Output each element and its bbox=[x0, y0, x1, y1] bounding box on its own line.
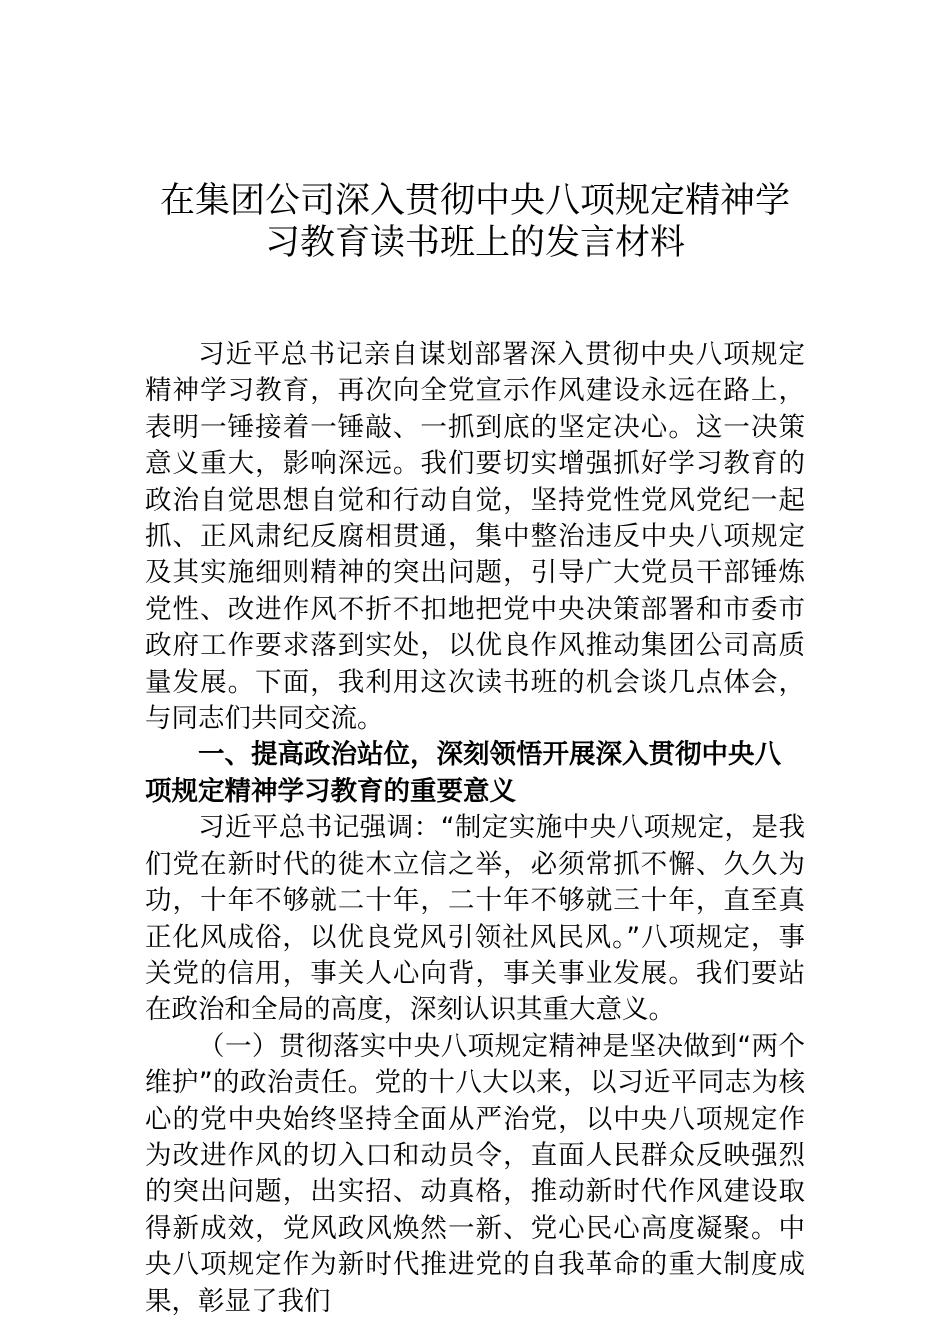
document-body bbox=[145, 337, 805, 1320]
subsection-1-paragraph bbox=[145, 1029, 805, 1320]
quote-paragraph: 习近平总书记强调：“制定实施中央八项规定，是我们党在新时代的徙木立信之举，必须常抓不懈、久久为功，十年不够就二十年，二十年不够就三十年，直至真正化风成俗，以优良党风引领社风民风。”八项规定，事关党的信用，事关人心向背，事关事业发展。我们要站在政治和全局的高度，深刻认识其重大意义。 bbox=[145, 812, 805, 1026]
intro-paragraph: 习近平总书记亲自谋划部署深入贯彻中央八项规定精神学习教育，再次向全党宣示作风建设永远在路上，表明一锤接着一锤敲、一抓到底的坚定决心。这一决策意义重大，影响深远。我们要切实增强抓好学习教育的政治自觉思想自觉和行动自觉，坚持党性党风党纪一起抓、正风肃纪反腐相贯通，集中整治违反中央八项规定及其实施细则精神的突出问题，引导广大党员干部锤炼党性、改进作风不折不扣地把党中央决策部署和市委市政府工作要求落到实处，以优良作风推动集团公司高质量发展。下面，我利用这次读书班的机会谈几点体会，与同志们共同交流。 bbox=[145, 339, 805, 735]
subsection-1-heading: （一）贯彻落实中央八项规定精神是坚决做到“两个维护”的政治责任。 bbox=[145, 1030, 805, 1099]
document-title-line-2: 习教育读书班上的发言材料 bbox=[264, 223, 685, 263]
subsection-1-body: 党的十八大以来，以习近平同志为核心的党中央始终坚持全面从严治党，以中央八项规定作为改进作风的切入口和动员令，直面人民群众反映强烈的突出问题，出实招、动真格，推动新时代作风建设取得新成效，党风政风焕然一新、党心民心高度凝聚。中央八项规定作为新时代推进党的自我革命的重大制度成果，彰显了我们 bbox=[145, 1067, 806, 1317]
section-heading-1: 一、提高政治站位，深刻领悟开展深入贯彻中央八项规定精神学习教育的重要意义 bbox=[145, 739, 781, 807]
document-title-line-1: 在集团公司深入贯彻中央八项规定精神学 bbox=[159, 181, 790, 221]
